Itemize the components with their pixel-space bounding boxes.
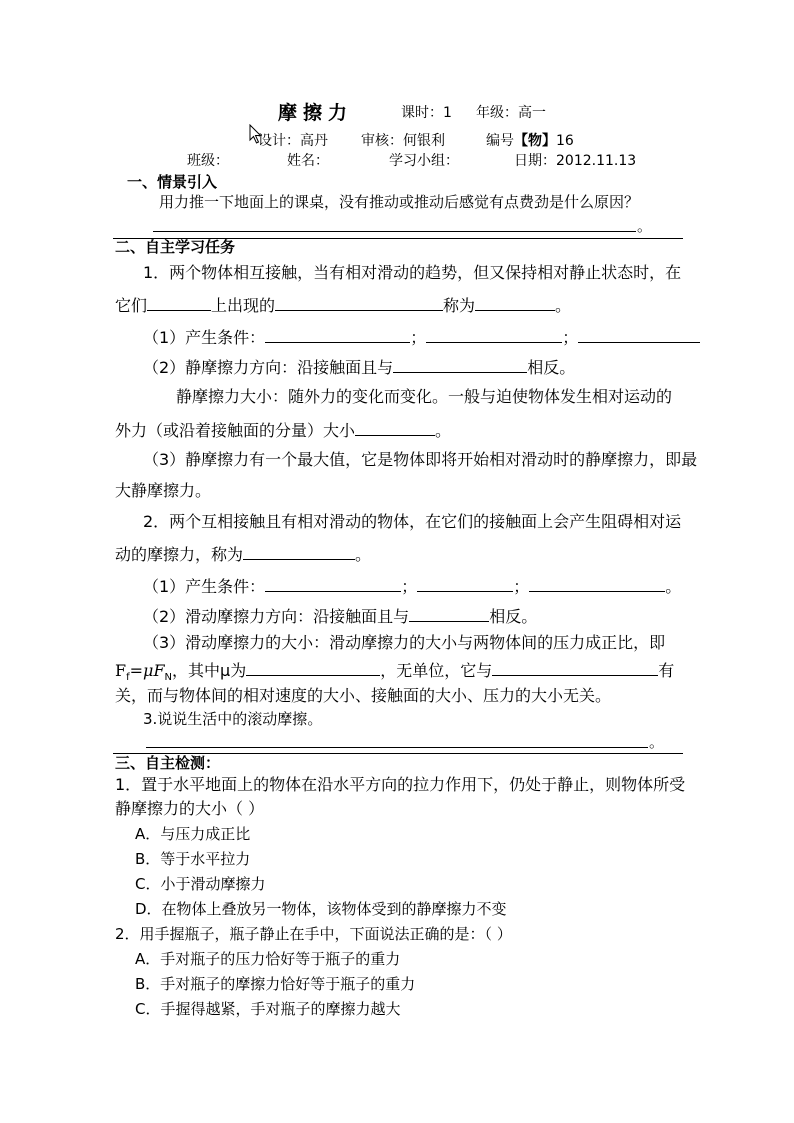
code-number: 16: [556, 133, 574, 149]
separator: ；: [410, 328, 427, 347]
formula-sub-n: N: [164, 672, 173, 684]
page-title: 摩擦力: [278, 102, 354, 124]
text: ，无单位，它与: [380, 661, 493, 680]
group-label: 学习小组：: [389, 153, 459, 169]
blank: [409, 607, 489, 622]
blank: [275, 296, 443, 311]
text: 相反。: [527, 358, 576, 377]
period: 。: [555, 296, 572, 315]
blank: [578, 328, 700, 343]
date-label: 日期：2012.11.13: [514, 153, 637, 169]
code-label-text: 编号: [486, 133, 514, 149]
period: 。: [649, 733, 665, 751]
period: 。: [637, 217, 653, 235]
blank: [243, 545, 355, 560]
text: 外力（或沿着接触面的分量）大小: [115, 421, 356, 440]
text: 动的摩擦力，称为: [115, 545, 244, 564]
static-magnitude-line1: 静摩擦力大小：随外力的变化而变化。一般与迫使物体发生相对运动的: [176, 387, 673, 406]
blank: [475, 296, 555, 311]
question-2-option-c[interactable]: C．手握得越紧，手对瓶子的摩擦力越大: [135, 1000, 401, 1018]
period: 。: [355, 545, 372, 564]
blank: [265, 577, 401, 592]
blank: [492, 661, 658, 676]
separator: ；: [401, 577, 418, 596]
period: 。: [435, 421, 452, 440]
answer-line: [146, 747, 648, 748]
static-max-line2: 大静摩擦力。: [115, 481, 212, 500]
separator: ；: [562, 328, 579, 347]
formula-sub-f: f: [126, 672, 130, 684]
static-magnitude-line2: [115, 421, 451, 439]
designer-label: 设计：高丹: [258, 133, 328, 149]
formula-f: F: [115, 661, 127, 680]
static-direction-line: [143, 358, 575, 376]
blank: [426, 328, 562, 343]
paragraph-1-line1: 1．两个物体相互接触，当有相对滑动的趋势，但又保持相对静止状态时，在: [143, 263, 682, 282]
text: ，其中μ为: [172, 661, 247, 680]
sliding-condition-line: [143, 577, 681, 595]
text: （2）静摩擦力方向：沿接触面且与: [143, 358, 394, 377]
grade-label: 年级：高一: [476, 105, 546, 121]
section3-heading: 三、自主检测：: [115, 754, 221, 772]
sliding-magnitude-line1: （3）滑动摩擦力的大小：滑动摩擦力的大小与两物体间的压力成正比，即: [143, 633, 666, 652]
text: 称为: [443, 296, 476, 315]
answer-line: [153, 231, 636, 232]
text: 它们: [115, 296, 148, 315]
text: （2）滑动摩擦力方向：沿接触面且与: [143, 607, 410, 626]
paragraph-2-line2: [115, 545, 371, 563]
class-label: 班级：: [187, 153, 229, 169]
question-1-option-a[interactable]: A．与压力成正比: [135, 825, 251, 843]
sliding-magnitude-line3: 关，而与物体间的相对速度的大小、接触面的大小、压力的大小无关。: [115, 686, 612, 705]
question-1-line1: 1．置于水平地面上的物体在沿水平方向的拉力作用下，仍处于静止，则物体所受: [115, 775, 686, 794]
static-condition-line: [143, 328, 700, 346]
name-label: 姓名：: [287, 153, 329, 169]
question-2-option-a[interactable]: A．手对瓶子的压力恰好等于瓶子的重力: [135, 950, 401, 968]
question-2: 2．用手握瓶子，瓶子静止在手中，下面说法正确的是：（ ）: [115, 925, 512, 943]
separator: ；: [513, 577, 530, 596]
formula-eq: =μF: [129, 661, 165, 680]
blank: [529, 577, 665, 592]
text: 有: [658, 661, 675, 680]
question-1-option-c[interactable]: C．小于滑动摩擦力: [135, 875, 266, 893]
blank: [417, 577, 513, 592]
sliding-magnitude-line2: [115, 661, 674, 683]
blank: [265, 328, 410, 343]
period: 。: [665, 577, 682, 596]
paragraph-1-line2: [115, 296, 571, 314]
blank: [355, 421, 435, 436]
code-label: [486, 134, 574, 148]
rolling-friction-prompt: 3.说说生活中的滚动摩擦。: [143, 710, 323, 728]
text: 相反。: [489, 607, 538, 626]
code-bracket: 【物】: [514, 133, 556, 149]
label: （1）产生条件：: [143, 577, 266, 596]
question-1-line2: 静摩擦力的大小（ ）: [115, 799, 265, 818]
text: 上出现的: [211, 296, 276, 315]
sliding-direction-line: [143, 607, 537, 625]
label: （1）产生条件：: [143, 328, 266, 347]
question-1-option-b[interactable]: B．等于水平拉力: [135, 850, 251, 868]
section2-heading: 二、自主学习任务: [115, 238, 236, 256]
blank: [147, 296, 211, 311]
question-2-option-b[interactable]: B．手对瓶子的摩擦力恰好等于瓶子的重力: [135, 975, 416, 993]
paragraph-2-line1: 2．两个互相接触且有相对滑动的物体，在它们的接触面上会产生阻碍相对运: [143, 512, 682, 531]
question-1-option-d[interactable]: D．在物体上叠放另一物体，该物体受到的静摩擦力不变: [135, 900, 507, 918]
lesson-label: 课时：1: [401, 105, 452, 121]
reviewer-label: 审核：何银利: [361, 133, 445, 149]
static-max-line1: （3）静摩擦力有一个最大值，它是物体即将开始相对滑动时的静摩擦力，即最: [143, 450, 698, 469]
blank: [393, 358, 527, 373]
section1-question: 用力推一下地面上的课桌，没有推动或推动后感觉有点费劲是什么原因？: [159, 193, 640, 211]
section1-heading: 一、情景引入: [127, 173, 218, 191]
blank: [246, 661, 380, 676]
